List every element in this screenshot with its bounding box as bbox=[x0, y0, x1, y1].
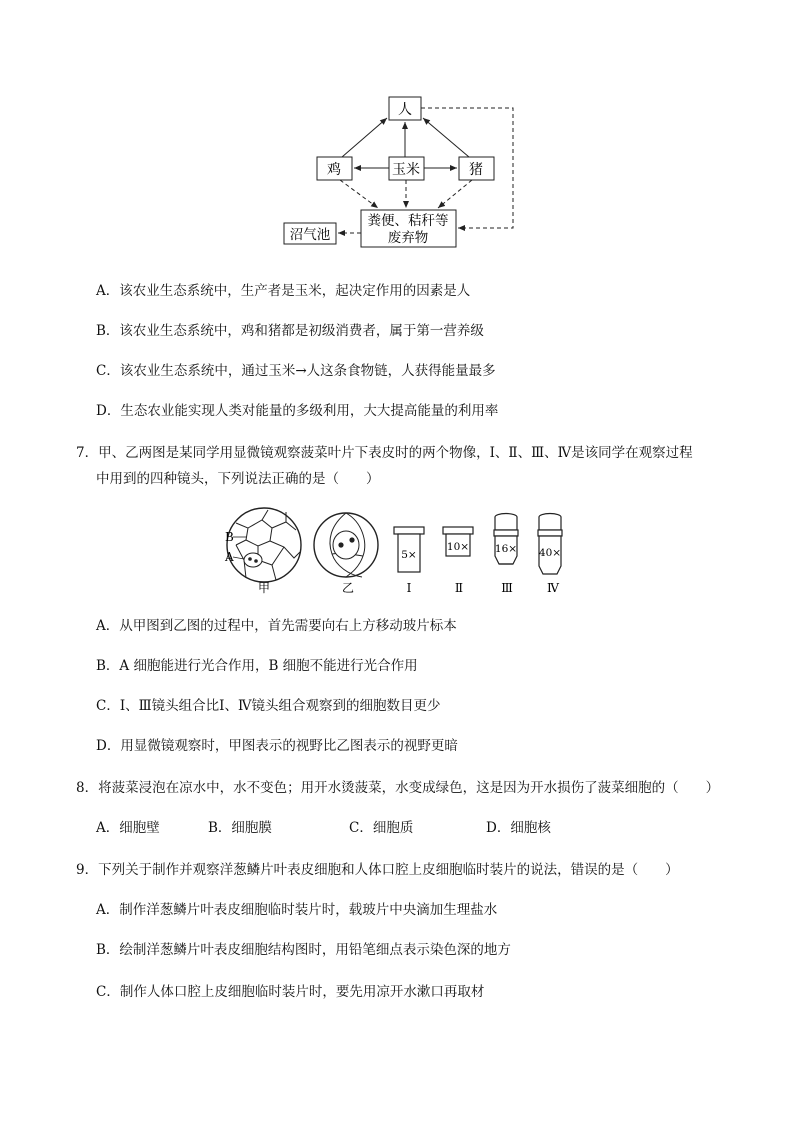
chicken-label: 鸡 bbox=[327, 162, 341, 178]
lens-2-mag: 10× bbox=[446, 541, 470, 553]
lens-1-label: Ⅰ bbox=[406, 581, 412, 595]
q6-option-c: C．该农业生态系统中，通过玉米→人这条食物链，人获得能量最多 bbox=[96, 363, 496, 379]
view-jia-label: 甲 bbox=[257, 581, 271, 595]
microscope-figure bbox=[220, 506, 580, 598]
q9-option-c: C．制作人体口腔上皮细胞临时装片时，要先用凉开水漱口再取材 bbox=[96, 984, 485, 1000]
view-jia bbox=[227, 508, 301, 582]
lens-3-label: Ⅲ bbox=[501, 581, 513, 595]
q6-option-d: D．生态农业能实现人类对能量的多级利用，大大提高能量的利用率 bbox=[96, 403, 499, 419]
q9-option-b: B．绘制洋葱鳞片叶表皮细胞结构图时，用铅笔细点表示染色深的地方 bbox=[96, 942, 511, 958]
lens-3 bbox=[494, 514, 518, 565]
arrow-chicken-to-human bbox=[342, 118, 387, 157]
q9-option-a: A．制作洋葱鳞片叶表皮细胞临时装片时，载玻片中央滴加生理盐水 bbox=[96, 902, 498, 918]
q8-options-row bbox=[0, 819, 794, 837]
q8-option-a: A．细胞壁 bbox=[96, 820, 160, 836]
human-label: 人 bbox=[398, 102, 412, 118]
lens-4 bbox=[538, 514, 562, 575]
waste-label-line2: 废弃物 bbox=[387, 230, 429, 246]
arrow-pig-to-waste bbox=[438, 180, 472, 208]
lens-3-mag: 16× bbox=[494, 543, 518, 555]
label-a: A bbox=[225, 550, 234, 564]
lens-1-mag: 5× bbox=[401, 549, 417, 561]
pig-label: 猪 bbox=[469, 162, 483, 178]
q8-option-c: C．细胞质 bbox=[349, 820, 414, 836]
q6-option-b: B．该农业生态系统中，鸡和猪都是初级消费者，属于第一营养级 bbox=[96, 323, 484, 339]
q8-option-b: B．细胞膜 bbox=[208, 820, 272, 836]
view-yi-label: 乙 bbox=[341, 581, 355, 595]
lens-4-mag: 40× bbox=[538, 547, 562, 559]
q7-option-b: B．A 细胞能进行光合作用，B 细胞不能进行光合作用 bbox=[96, 658, 418, 674]
q7-stem-line1: 7．甲、乙两图是某同学用显微镜观察菠菜叶片下表皮时的两个物像，Ⅰ、Ⅱ、Ⅲ、Ⅳ是该同学在观察过程 bbox=[76, 445, 693, 461]
q8-stem: 8．将菠菜浸泡在凉水中，水不变色；用开水烫菠菜，水变成绿色，这是因为开水损伤了菠菜细胞的（ ） bbox=[76, 780, 720, 796]
q7-stem-line2: 中用到的四种镜头，下列说法正确的是（ ） bbox=[96, 471, 380, 487]
q7-option-c: C．Ⅰ、Ⅲ镜头组合比Ⅰ、Ⅳ镜头组合观察到的细胞数目更少 bbox=[96, 698, 441, 714]
q8-option-d: D．细胞核 bbox=[486, 820, 551, 836]
biogas-label: 沼气池 bbox=[289, 227, 331, 243]
view-yi bbox=[314, 513, 378, 577]
lens-4-label: Ⅳ bbox=[547, 581, 559, 595]
q9-stem: 9．下列关于制作并观察洋葱鳞片叶表皮细胞和人体口腔上皮细胞临时装片的说法，错误的是（ ） bbox=[76, 862, 679, 878]
arrow-chicken-to-waste bbox=[340, 180, 378, 208]
q7-option-d: D．用显微镜观察时，甲图表示的视野比乙图表示的视野更暗 bbox=[96, 738, 458, 754]
corn-label: 玉米 bbox=[392, 162, 420, 178]
q6-option-a: A．该农业生态系统中，生产者是玉米，起决定作用的因素是人 bbox=[96, 283, 471, 299]
q7-option-a: A．从甲图到乙图的过程中，首先需要向右上方移动玻片标本 bbox=[96, 618, 457, 634]
lens-2-label: Ⅱ bbox=[454, 581, 464, 595]
arrow-pig-to-human bbox=[423, 118, 469, 157]
waste-label-line1: 粪便、秸秆等 bbox=[367, 213, 449, 229]
food-web-diagram bbox=[280, 90, 520, 255]
label-b: B bbox=[225, 530, 234, 544]
